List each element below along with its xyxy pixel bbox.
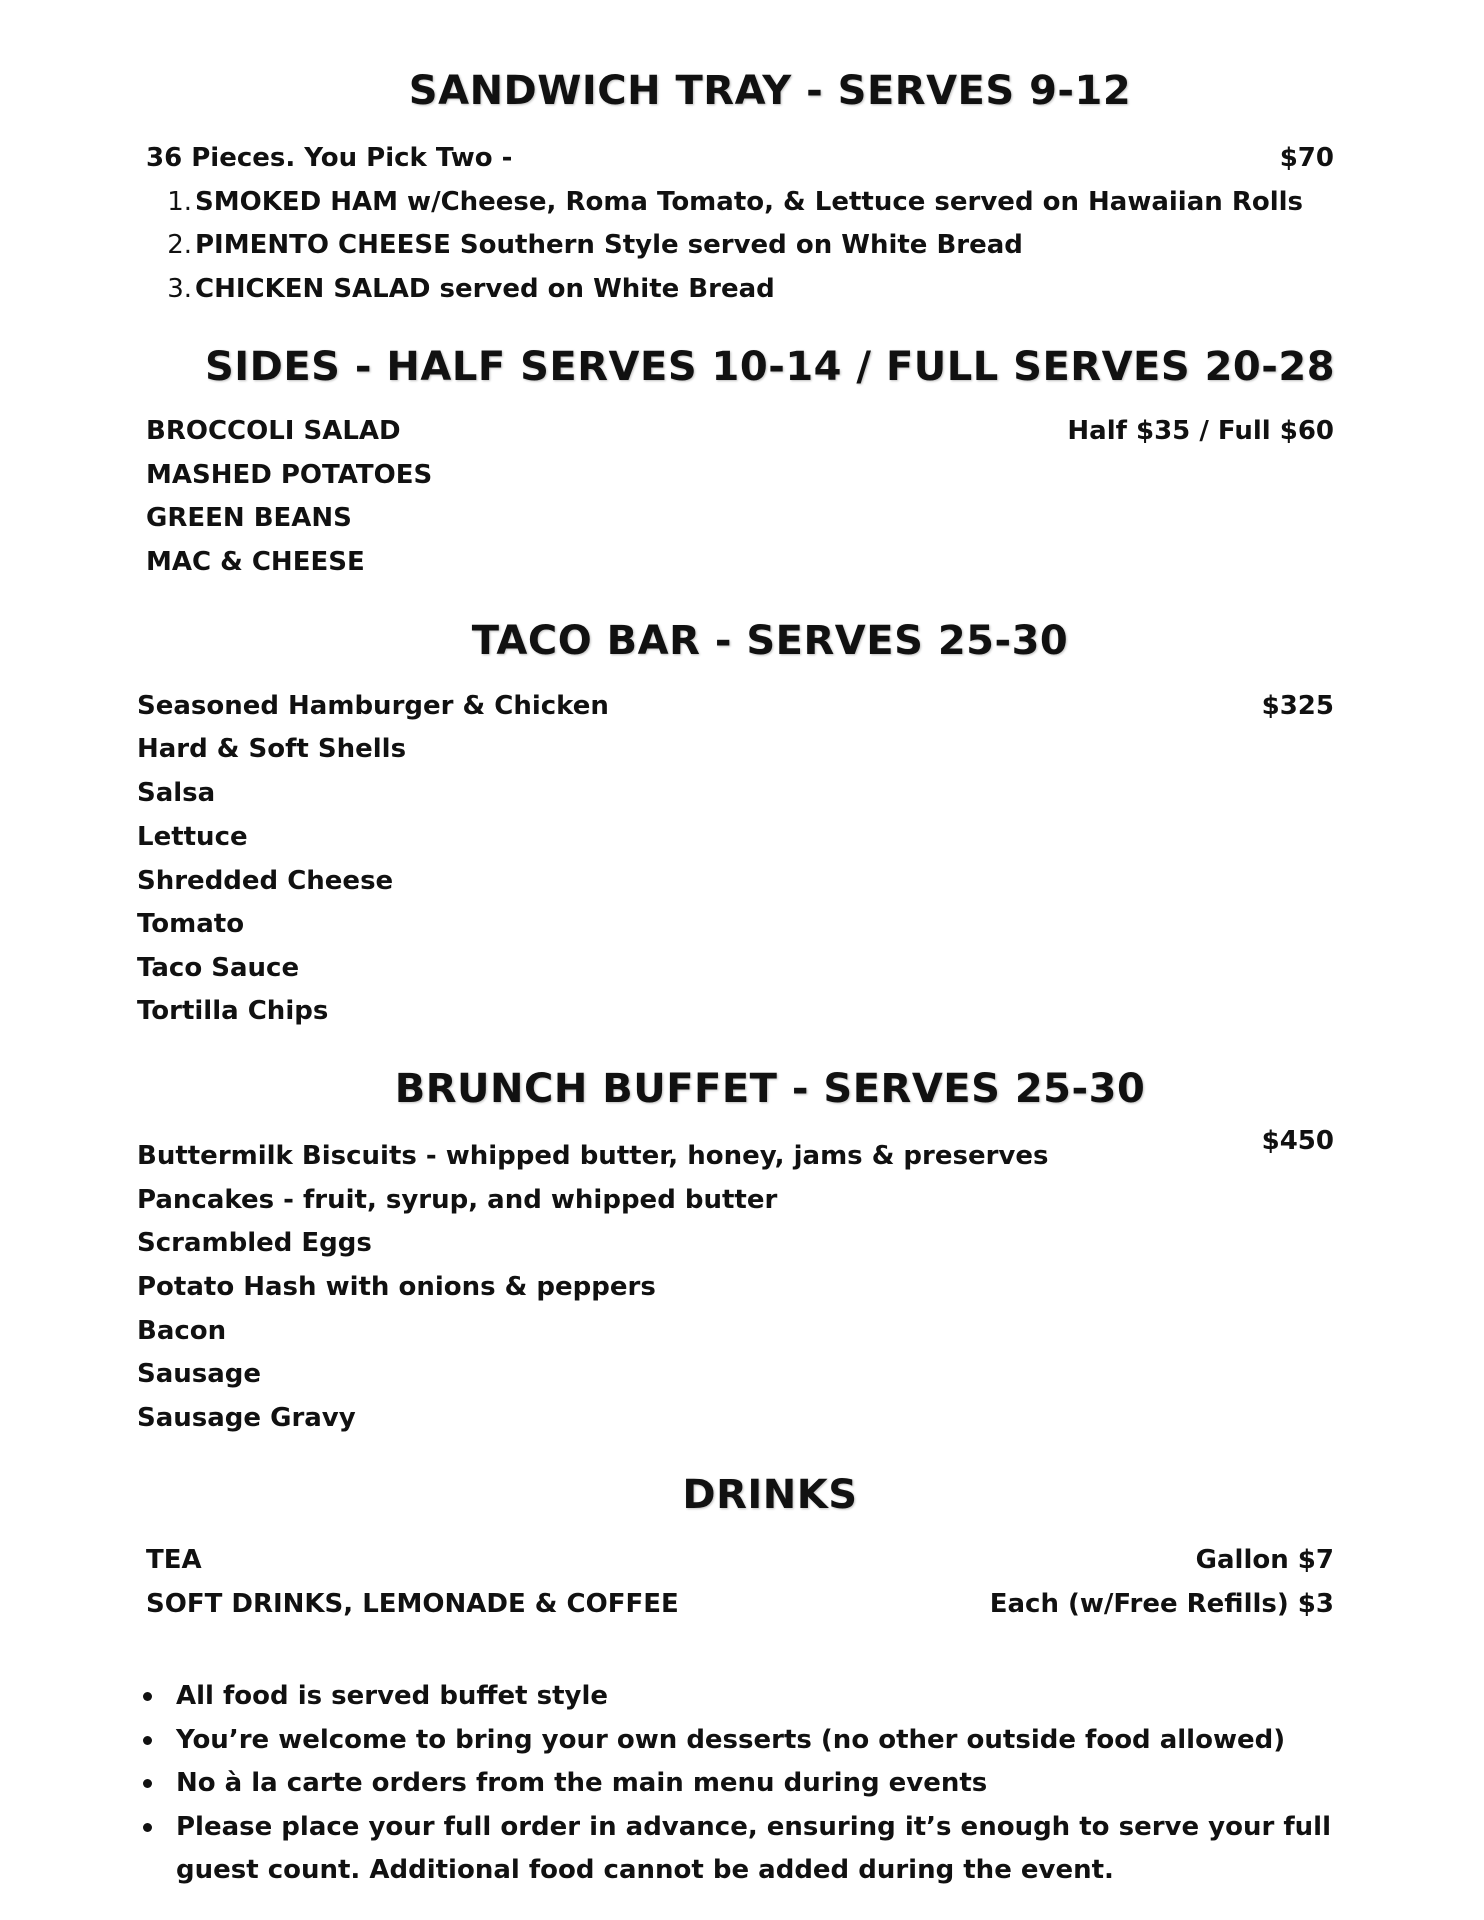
taco-heading: TACO BAR - SERVES 25-30 xyxy=(471,618,1069,664)
brunch-heading: BRUNCH BUFFET - SERVES 25-30 xyxy=(394,1066,1146,1112)
note-item: All food is served buffet style xyxy=(176,1681,609,1711)
taco-item: Lettuce xyxy=(137,822,248,852)
sandwich-intro: 36 Pieces. You Pick Two - xyxy=(146,143,513,173)
taco-item: Tortilla Chips xyxy=(137,996,329,1026)
sandwich-item: SMOKED HAM w/Cheese, Roma Tomato, & Lettuce served on Hawaiian Rolls xyxy=(195,187,1304,217)
note-item: No à la carte orders from the main menu during events xyxy=(176,1768,988,1798)
taco-item: Taco Sauce xyxy=(137,953,300,983)
note-item: You’re welcome to bring your own desserts (no other outside food allowed) xyxy=(176,1725,1286,1755)
taco-item: Salsa xyxy=(137,778,216,808)
brunch-item: Pancakes - fruit, syrup, and whipped butter xyxy=(137,1185,778,1215)
sandwich-item: PIMENTO CHEESE Southern Style served on White Bread xyxy=(195,230,1023,260)
bullet xyxy=(143,1692,152,1701)
taco-item: Tomato xyxy=(137,909,245,939)
brunch-price: $450 xyxy=(1261,1126,1334,1156)
drink-price: Gallon $7 xyxy=(1195,1545,1334,1575)
sides-price: Half $35 / Full $60 xyxy=(1067,416,1334,446)
taco-item: Seasoned Hamburger & Chicken xyxy=(137,691,609,721)
drink-name: SOFT DRINKS, LEMONADE & COFFEE xyxy=(146,1589,679,1619)
brunch-item: Scrambled Eggs xyxy=(137,1228,372,1258)
note-item: Please place your full order in advance, ensuring it’s enough to serve your full guest count. Additional food cannot be added during the event. xyxy=(176,1812,1331,1885)
drinks-heading: DRINKS xyxy=(682,1472,858,1518)
sandwich-price: $70 xyxy=(1279,143,1334,173)
side-item: BROCCOLI SALAD xyxy=(146,416,401,446)
list-number: 3. xyxy=(167,274,192,304)
brunch-item: Bacon xyxy=(137,1316,227,1346)
side-item: GREEN BEANS xyxy=(146,503,352,533)
brunch-item: Buttermilk Biscuits - whipped butter, honey, jams & preserves xyxy=(137,1141,1049,1171)
bullet xyxy=(143,1736,152,1745)
drink-name: TEA xyxy=(146,1545,202,1575)
drink-price: Each (w/Free Refills) $3 xyxy=(989,1589,1334,1619)
taco-price: $325 xyxy=(1261,691,1334,721)
bullet xyxy=(143,1823,152,1832)
side-item: MASHED POTATOES xyxy=(146,460,433,490)
list-number: 2. xyxy=(167,230,192,260)
brunch-item: Potato Hash with onions & peppers xyxy=(137,1272,656,1302)
brunch-item: Sausage xyxy=(137,1359,262,1389)
sandwich-heading: SANDWICH TRAY - SERVES 9-12 xyxy=(408,68,1132,114)
side-item: MAC & CHEESE xyxy=(146,547,365,577)
taco-item: Hard & Soft Shells xyxy=(137,734,407,764)
bullet xyxy=(143,1779,152,1788)
list-number: 1. xyxy=(167,187,192,217)
brunch-item: Sausage Gravy xyxy=(137,1403,356,1433)
taco-item: Shredded Cheese xyxy=(137,866,394,896)
sides-heading: SIDES - HALF SERVES 10-14 / FULL SERVES 20-28 xyxy=(204,344,1336,390)
sandwich-item: CHICKEN SALAD served on White Bread xyxy=(195,274,775,304)
